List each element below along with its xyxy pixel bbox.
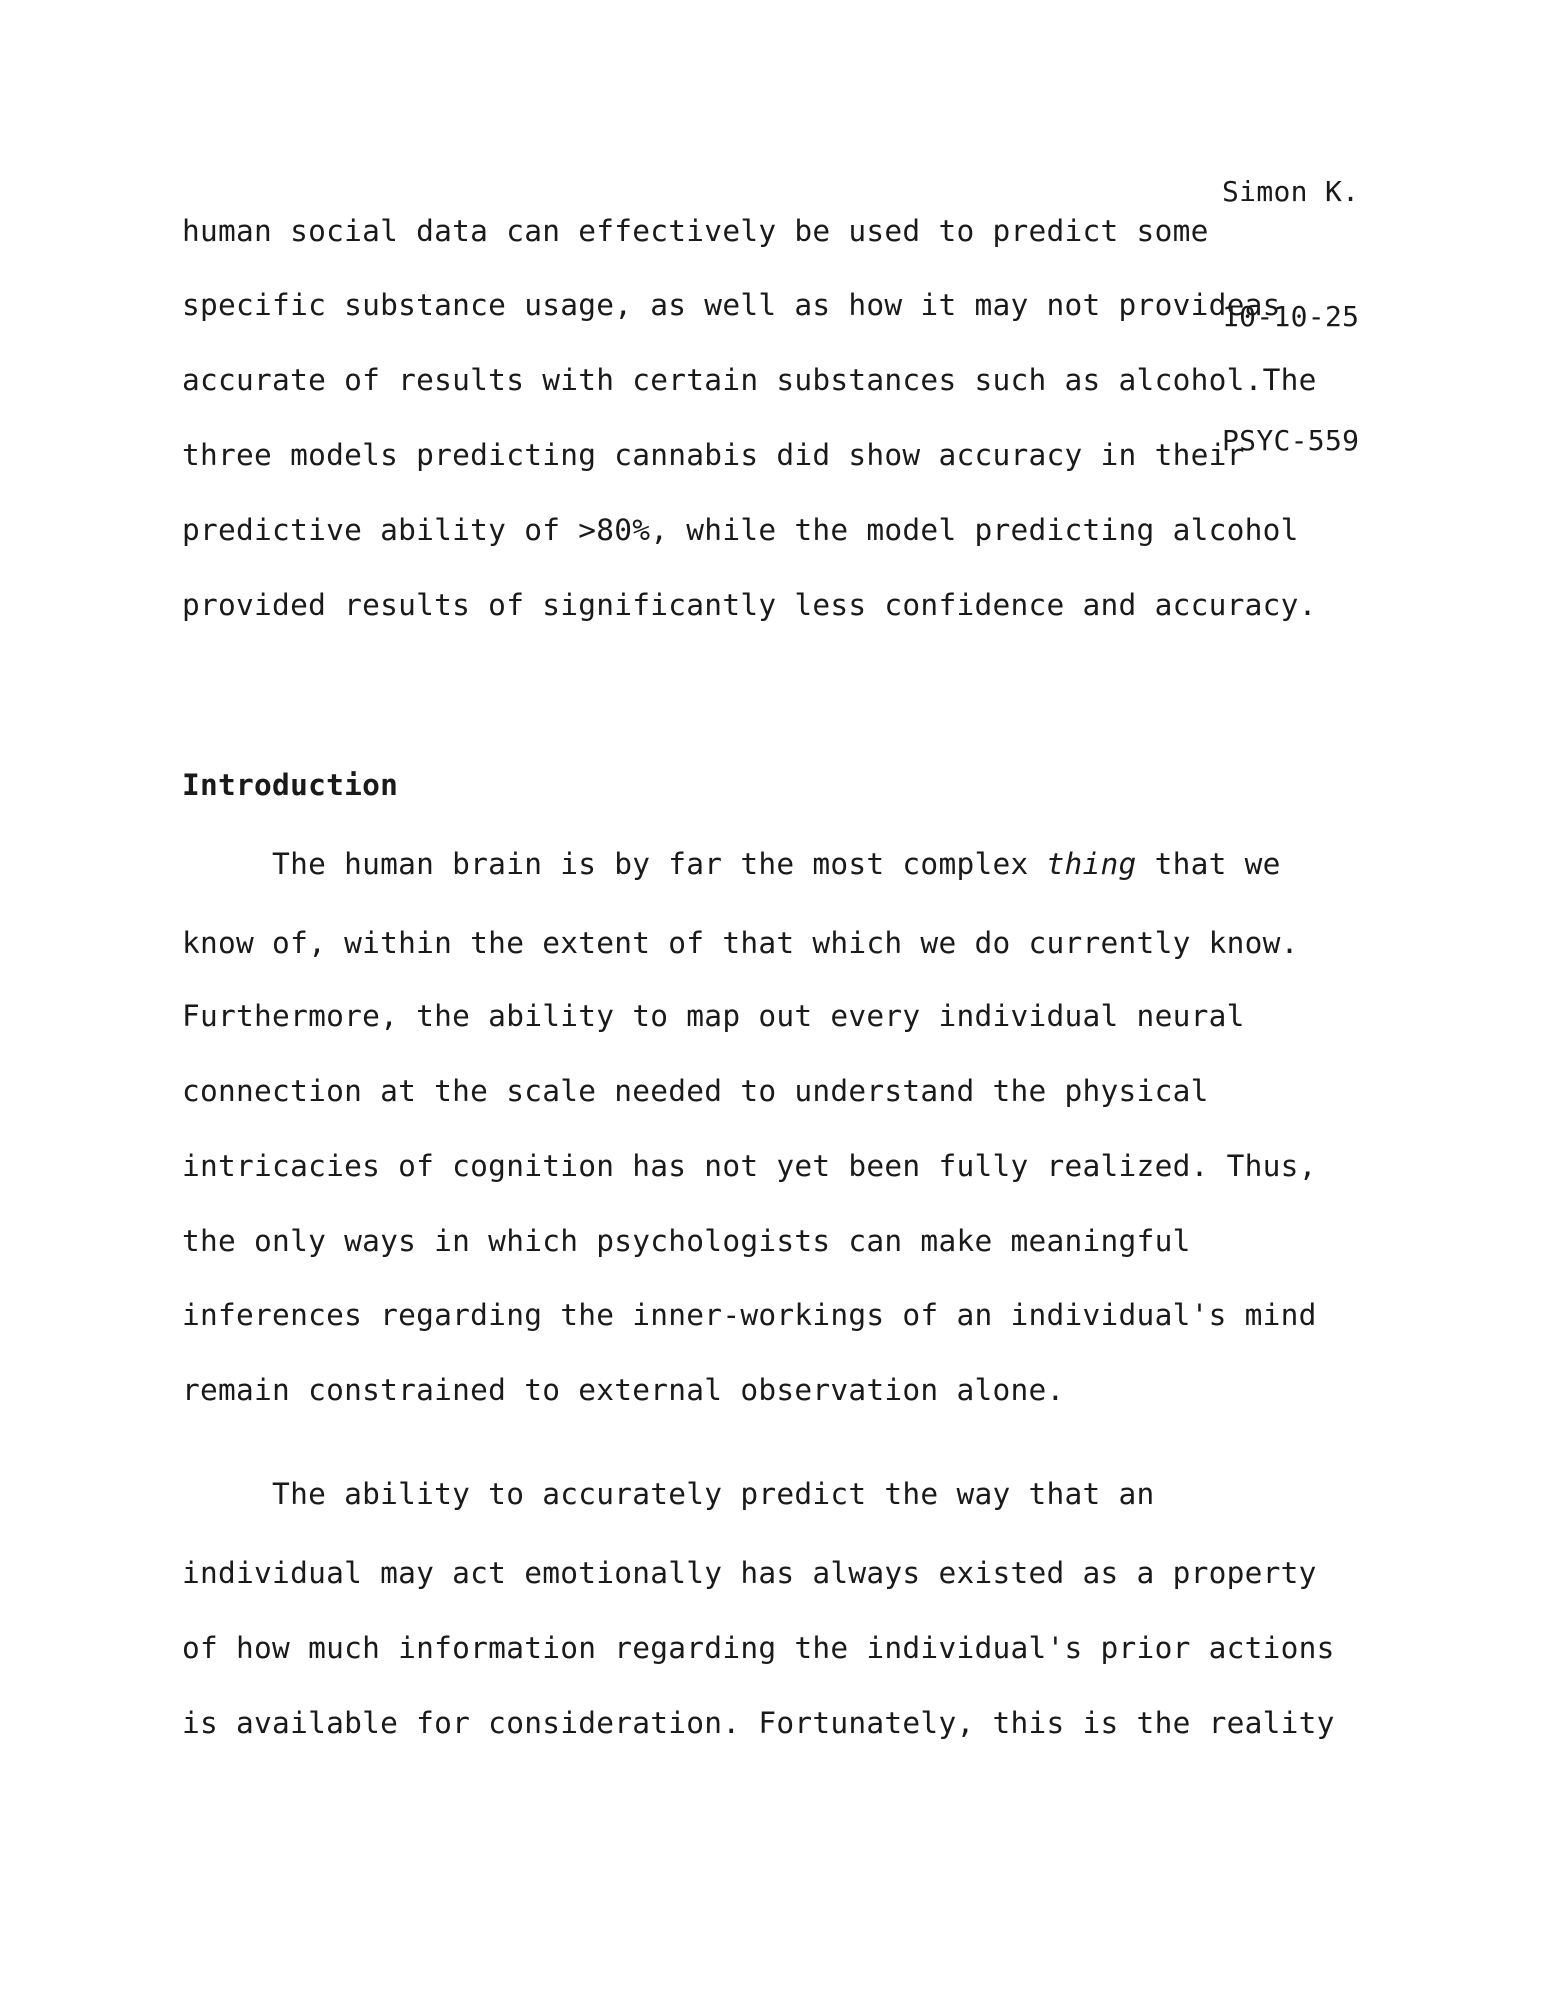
paragraph-line: the only ways in which psychologists can make meaningful bbox=[182, 1224, 1191, 1258]
paragraph-line: Furthermore, the ability to map out every individual neural bbox=[182, 999, 1245, 1033]
paragraph-line: of how much information regarding the individual's prior actions bbox=[182, 1631, 1335, 1665]
abstract-line: human social data can effectively be used to predict some bbox=[182, 214, 1209, 248]
paragraph-line: connection at the scale needed to understand the physical bbox=[182, 1074, 1209, 1108]
paragraph-line: remain constrained to external observation alone. bbox=[182, 1373, 1065, 1407]
paragraph-line: know of, within the extent of that which we do currently know. bbox=[182, 926, 1299, 960]
paragraph-line: is available for consideration. Fortunately, this is the reality bbox=[182, 1706, 1335, 1740]
paragraph-line bbox=[182, 846, 1281, 882]
author-name: Simon K. bbox=[1222, 175, 1360, 208]
paragraph-line: The ability to accurately predict the way that an bbox=[182, 1477, 1155, 1511]
abstract-line: specific substance usage, as well as how it may not provideas bbox=[182, 288, 1281, 322]
section-heading-introduction: Introduction bbox=[182, 768, 399, 802]
abstract-line: accurate of results with certain substances such as alcohol.The bbox=[182, 363, 1317, 397]
abstract-line: three models predicting cannabis did show accuracy in their bbox=[182, 438, 1245, 472]
text-segment: The human brain is by far the most complex bbox=[182, 847, 1047, 881]
course-code: PSYC-559 bbox=[1222, 424, 1360, 457]
paragraph-line: intricacies of cognition has not yet been fully realized. Thus, bbox=[182, 1149, 1317, 1183]
italic-word: thing bbox=[1046, 847, 1137, 881]
paragraph-line: individual may act emotionally has always existed as a property bbox=[182, 1556, 1317, 1590]
abstract-line: provided results of significantly less confidence and accuracy. bbox=[182, 588, 1317, 622]
text-segment: that we bbox=[1136, 847, 1281, 881]
document-date: 10-10-25 bbox=[1222, 299, 1360, 333]
paragraph-line: inferences regarding the inner-workings of an individual's mind bbox=[182, 1298, 1317, 1332]
abstract-line: predictive ability of >80%, while the model predicting alcohol bbox=[182, 513, 1299, 547]
